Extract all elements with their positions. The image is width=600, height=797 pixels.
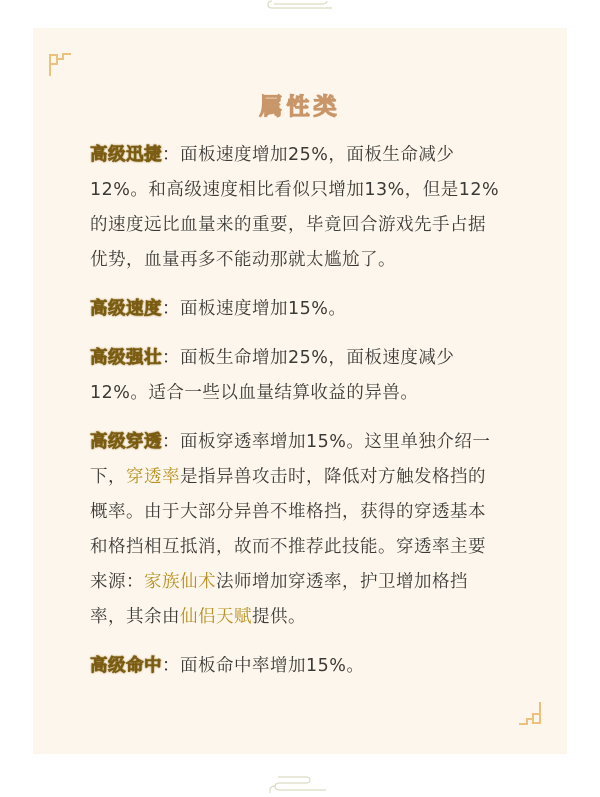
cloud-divider-icon <box>264 0 338 10</box>
skill-term: 高级强壮 <box>90 348 162 368</box>
paragraph-gaoji-sudu: 高级速度：面板速度增加15%。 <box>90 299 347 319</box>
skill-term: 高级命中 <box>90 656 162 676</box>
paragraph-gaoji-xunjie: 高级迅捷：面板速度增加25%，面板生命减少12%。和高级速度相比看似只增加13%，但是12%的速度远比血量来的重要，毕竟回合游戏先手占据优势，血量再多不能动那就太尴尬了。 <box>90 145 500 270</box>
highlight-penetration-rate: 穿透率 <box>126 467 180 487</box>
highlight-companion-talent: 仙侣天赋 <box>180 607 252 627</box>
skill-description: 面板速度增加25%，面板生命减少12%。和高级速度相比看似只增加13%，但是12%的速度远比血量来的重要，毕竟回合游戏先手占据优势，血量再多不能动那就太尴尬了。 <box>90 145 500 270</box>
skill-description: 面板生命增加25%，面板速度减少12%。适合一些以血量结算收益的异兽。 <box>90 348 455 403</box>
skill-term: 高级速度 <box>90 299 162 319</box>
skill-term: 高级迅捷 <box>90 145 162 165</box>
skill-description: 面板速度增加15%。 <box>180 299 347 319</box>
skill-description: 面板命中率增加15%。 <box>180 656 365 676</box>
section-title: 属性类 <box>259 94 341 120</box>
article-body <box>90 138 500 698</box>
fret-corner-icon <box>516 700 542 728</box>
highlight-clan-spell: 家族仙术 <box>144 572 216 592</box>
cloud-divider-icon <box>266 774 338 794</box>
paragraph-gaoji-qiangzhuang: 高级强壮：面板生命增加25%，面板速度减少12%。适合一些以血量结算收益的异兽。 <box>90 348 455 403</box>
paragraph-gaoji-mingzhong: 高级命中：面板命中率增加15%。 <box>90 656 365 676</box>
skill-description: 面板穿透率增加15%。这里单独介绍一下， <box>90 432 491 487</box>
attribute-card <box>33 28 567 754</box>
paragraph-gaoji-chuantou: 高级穿透：面板穿透率增加15%。这里单独介绍一下，穿透率是指异兽攻击时，降低对方触发格挡的概率。由于大部分异兽不堆格挡，获得的穿透基本和格挡相互抵消，故而不推荐此技能。穿透率主要来源：家族仙术法师增加穿透率，护卫增加格挡率，其余由仙侣天赋提供。 <box>90 432 491 627</box>
fret-corner-icon <box>48 50 74 78</box>
skill-term: 高级穿透 <box>90 432 162 452</box>
